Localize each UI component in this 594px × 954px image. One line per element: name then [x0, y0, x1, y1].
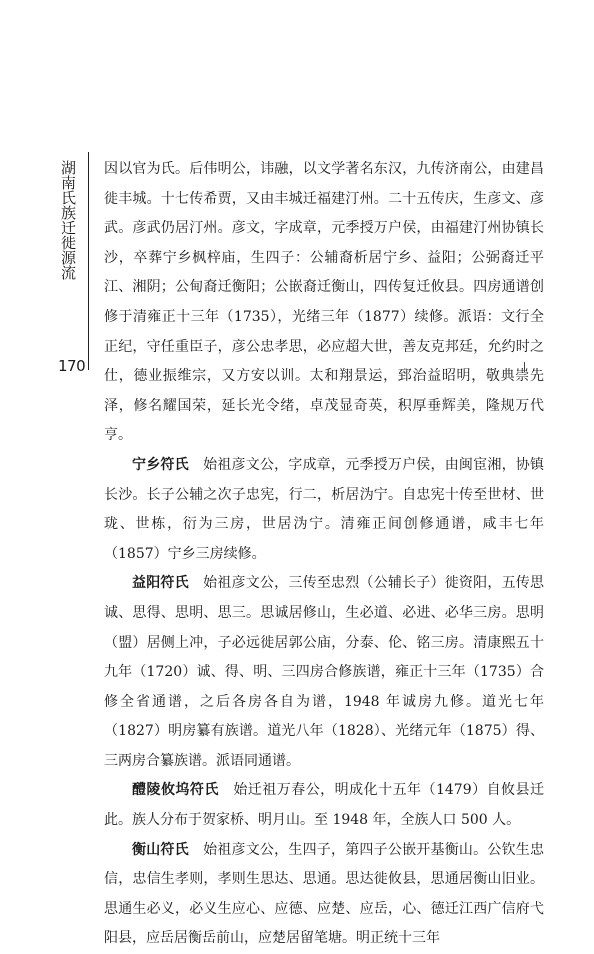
- section-heading: 宁乡符氏: [132, 456, 189, 473]
- paragraph-text: 始祖彦文公，三传至忠烈（公辅长子）徙资阳，五传思诚、思得、思明、思三。思诚居修山，生必道、必进、必华三房。思明（盟）居侧上冲，子必远徙居郭公庙，分泰、伦、铭三房。清康熙五十九年（1720）诚、得、明、三四房合修族谱，雍正十三年（1735）合修全省通谱，之后各房各自为谱，1948 年诚房九修。道光七年（1827）明房纂有族谱。道光八年（1828）、光绪元年（1875）得、三两房合纂族谱。派语同通谱。: [104, 575, 545, 769]
- body-text: [104, 155, 544, 954]
- paragraph-text: 始祖彦文公，字成章，元季授万户侯，由闽宦湘，协镇长沙。长子公辅之次子忠宪，行二，析居沩宁。自忠宪十传至世材、世珑、世栋，衍为三房，世居沩宁。清雍正间创修通谱，咸丰七年（1857）宁乡三房续修。: [104, 456, 545, 562]
- paragraph-hengshan: [104, 836, 544, 954]
- running-head: 湖南氏族迁徙源流: [59, 160, 77, 280]
- paragraph-ningxiang: [104, 451, 544, 569]
- margin-rule: [88, 152, 89, 370]
- section-heading: 衡山符氏: [132, 841, 189, 858]
- section-heading: 益阳符氏: [132, 575, 189, 592]
- paragraph-liling: [104, 776, 544, 835]
- paragraph-yiyang: [104, 569, 544, 776]
- section-heading: 醴陵攸坞符氏: [132, 782, 219, 799]
- paragraph-text: 因以官为氏。后伟明公，讳融，以文学著名东汉，九传济南公，由建昌徙丰城。十七传希贾，又由丰城迁福建汀州。二十五传庆，生彦文、彦武。彦武仍居汀州。彦文，字成章，元季授万户侯，由福建汀州协镇长沙，卒葬宁乡枫梓庙，生四子：公辅裔析居宁乡、益阳；公弼裔迁平江、湘阴；公甸裔迁衡阳；公嵌裔迁衡山，四传复迁攸县。四房通谱创修于清雍正十三年（1735），光绪三年（1877）续修。派语：文行全正纪，守任重臣子，彦公忠孝思，必应超大世，善友克邦廷，允约时之仕，德业振维宗，又方安以训。太和翔景运，郅治益昭明，敬典崇先泽，修名耀国荣，延长光令绪，卓茂显奇英，积厚垂辉美，隆规万代亨。: [104, 161, 544, 444]
- paragraph-continuation: [104, 155, 544, 451]
- page-number: 170: [58, 357, 86, 375]
- paragraph-text: 始祖彦文公，生四子，第四子公嵌开基衡山。公钦生忠信，忠信生孝则，孝则生思达、思通。思达徙攸县，思通居衡山旧业。思通生必义，必义生应心、应德、应楚、应岳，心、德迁江西广信府弋阳县，应岳居衡岳前山，应楚居留笔塘。明正统十三年: [104, 841, 545, 947]
- paragraph-text: 始迁祖万春公，明成化十五年（1479）自攸县迁此。族人分布于贺家桥、明月山。至 1948 年，全族人口 500 人。: [104, 782, 544, 829]
